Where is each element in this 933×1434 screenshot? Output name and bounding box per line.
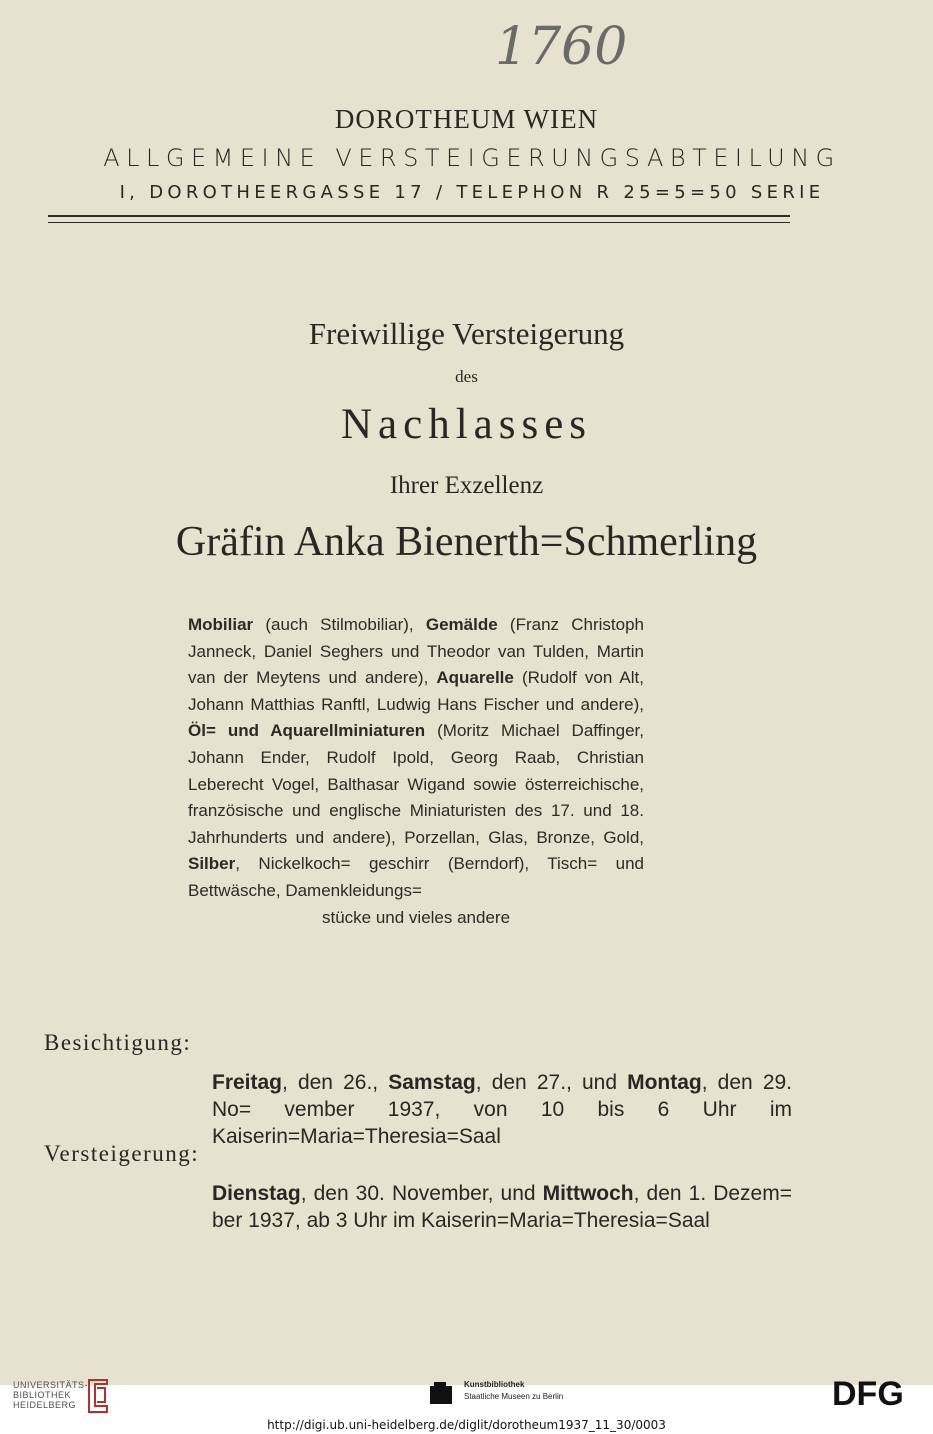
auction-day-1: Dienstag [212,1182,301,1205]
desc-miniaturen: Öl= und Aquarellminiaturen [188,721,426,741]
desc-aquarelle: Aquarelle [436,668,514,688]
header-institution: DOROTHEUM WIEN [334,104,599,134]
dfg-logo-icon [832,1376,922,1410]
auction-day-2: Mittwoch [542,1182,634,1205]
header-address: I, DOROTHEERGASSE 17 / TELEPHON R 25=5=50 SERIE [119,182,825,203]
title-name: Gräfin Anka Bienerth=Schmerling [175,519,758,565]
desc-text-2: (Franz Christoph Janneck, Daniel Seghers und Theodor van Tulden, Martin van der Meytens und andere), [188,615,644,688]
title-auction-type: Freiwillige Versteigerung [308,316,625,351]
kb-line-1: Kunstbibliothek [464,1380,525,1389]
desc-last-line: stücke und vieles andere [321,907,511,927]
auction-label: Versteigerung: [44,1141,200,1166]
viewing-day-2: Samstag [388,1071,476,1094]
desc-silber: Silber [188,854,236,874]
auction-text-1: , den 30. November, und [300,1182,543,1205]
desc-mobiliar: Mobiliar [188,615,254,634]
kb-line-2: Staatliche Museen zu Berlin [464,1392,564,1401]
viewing-day-1: Freitag [212,1071,283,1094]
handwritten-number-text: 1760 [495,17,628,74]
desc-text-5: , Nickelkoch= geschirr (Berndorf), Tisch= und Bettwäsche, Damenkleidungs= [188,854,644,900]
title-nachlasses: Nachlasses [340,401,593,448]
kunstbibliothek-logo-icon [428,1380,458,1410]
uni-heidelberg-text [13,1380,88,1410]
contents-description [188,612,644,931]
source-url[interactable]: http://digi.ub.uni-heidelberg.de/diglit/dorotheum1937_11_30/0003 [267,1418,666,1432]
header-department: ALLGEMEINE VERSTEIGERUNGSABTEILUNG [103,144,841,172]
viewing-label: Besichtigung: [44,1030,192,1055]
desc-text-1: (auch Stilmobiliar), [253,615,426,634]
desc-text-4: (Moritz Michael Daffinger, Johann Ender, Rudolf Ipold, Georg Raab, Christian Leberecht Vogel, Balthasar Wigand sowie österreichische, französische und englische Miniaturisten des 17. und 18. Jahrhunderts und andere), Porzellan, Glas, Bronze, Gold, [188,721,644,847]
auction-schedule [212,1180,792,1234]
handwritten-number [485,6,645,74]
uni-line-2: BIBLIOTHEK [13,1390,72,1400]
viewing-day-3: Montag [627,1071,702,1094]
uni-line-3: HEIDELBERG [13,1400,77,1410]
desc-gemaelde: Gemälde [425,615,498,634]
header-rule-top [48,215,790,217]
kunstbibliothek-text [464,1379,563,1403]
auction-text-2: , den 1. Dezem= ber 1937, ab 3 Uhr im Kaiserin=Maria=Theresia=Saal [212,1182,792,1232]
dfg-logo-text: DFG [832,1376,904,1410]
desc-text-3: (Rudolf von Alt, Johann Matthias Ranftl, Ludwig Hans Fischer und andere), [188,668,644,714]
uni-line-1: UNIVERSITÄTS- [13,1380,89,1390]
viewing-text-1: , den 26., [282,1071,389,1094]
viewing-text-3: , den 29. No= vember 1937, von 10 bis 6 Uhr im Kaiserin=Maria=Theresia=Saal [212,1071,793,1148]
viewing-schedule [212,1069,792,1150]
title-des: des [455,367,478,386]
viewing-text-2: , den 27., und [475,1071,628,1094]
uni-heidelberg-logo-icon [85,1376,113,1416]
title-exzellenz: Ihrer Exzellenz [389,472,544,499]
header-rule-bottom [48,222,790,223]
